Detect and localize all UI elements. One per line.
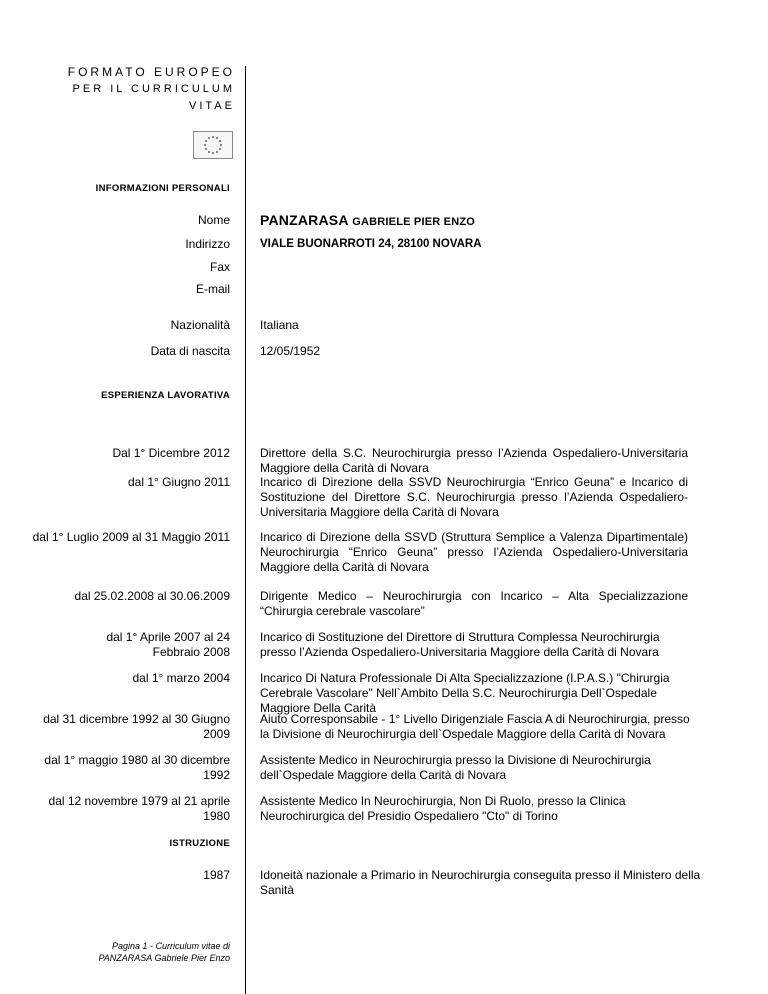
person-name [260, 213, 688, 230]
person-surname: PANZARASA [260, 212, 349, 228]
label-name: Nome [197, 213, 230, 227]
person-nationality: Italiana [260, 318, 299, 332]
label-address: Indirizzo [185, 237, 230, 251]
experience-text: Incarico di Sostituzione del Direttore di Struttura Complessa Neurochirurgia presso l’Azienda Ospedaliero-Universitaria Maggiore della Carità di Novara [260, 630, 660, 659]
experience-date: Dal 1° Dicembre 2012 [112, 446, 230, 460]
experience-date: dal 1° marzo 2004 [132, 671, 230, 685]
section-education: ISTRUZIONE [169, 838, 230, 849]
cv-title-line2: PER IL CURRICULUM [72, 83, 235, 95]
label-nationality: Nazionalità [170, 318, 230, 332]
experience-text: Dirigente Medico – Neurochirurgia con Incarico – Alta Specializzazione “Chirurgia cerebrale vascolare” [260, 589, 688, 618]
footer-line1: Pagina 1 - Curriculum vitae di [111, 941, 230, 951]
person-address: VIALE BUONARROTI 24, 28100 NOVARA [260, 238, 482, 250]
experience-date: dal 25.02.2008 al 30.06.2009 [74, 589, 230, 603]
label-email: E-mail [195, 282, 230, 296]
experience-text: Assistente Medico in Neurochirurgia presso la Divisione di Neurochirurgia dell`Ospedale Maggiore della Carità di Novara [260, 753, 651, 782]
experience-text: Aiuto Corresponsabile - 1° Livello Dirigenziale Fascia A di Neurochirurgia, presso la Divisione di Neurochirurgia dell`Ospedale Maggiore della Carità di Novara [260, 712, 690, 741]
experience-date: dal 1° Giugno 2011 [128, 475, 230, 489]
experience-text: Incarico di Direzione della SSVD (Struttura Semplice a Valenza Dipartimentale) Neurochirurgia “Enrico Geuna” presso l’Azienda Ospedaliero-Universitaria Maggiore della Carità di Novara [260, 530, 688, 574]
education-date: 1987 [203, 868, 230, 882]
experience-text: Incarico Di Natura Professionale Di Alta Specializzazione (I.P.A.S.) "Chirurgia Cerebrale Vascolare" Nell`Ambito Della S.C. Neurochirurgia Dell`Ospedale Maggiore Della Carità [260, 671, 670, 715]
cv-title-line1: FORMATO EUROPEO [67, 65, 235, 79]
education-text: Idoneità nazionale a Primario in Neurochirurgia conseguita presso il Ministero della Sanità [260, 868, 701, 897]
experience-date: dal 1° Aprile 2007 al 24 Febbraio 2008 [106, 630, 230, 659]
experience-date: dal 1° Luglio 2009 al 31 Maggio 2011 [32, 530, 230, 544]
cv-title-line3: VITAE [189, 100, 235, 112]
experience-date: dal 1° maggio 1980 al 30 dicembre 1992 [44, 753, 230, 782]
section-personal-info: INFORMAZIONI PERSONALI [95, 183, 230, 194]
experience-text: Assistente Medico In Neurochirurgia, Non Di Ruolo, presso la Clinica Neurochirurgica del Presidio Ospedaliero "Cto" di Torino [260, 794, 626, 823]
person-birth-date: 12/05/1952 [260, 344, 321, 358]
footer-line2: PANZARASA Gabriele Pier Enzo [98, 953, 230, 963]
cv-title [5, 64, 235, 115]
experience-text: Direttore della S.C. Neurochirurgia presso l’Azienda Ospedaliero-Universitaria Maggiore della Carità di Novara [260, 446, 688, 475]
section-work-experience: ESPERIENZA LAVORATIVA [101, 390, 230, 401]
experience-date: dal 31 dicembre 1992 al 30 Giugno 2009 [43, 712, 230, 741]
person-firstname: GABRIELE PIER ENZO [352, 216, 476, 228]
page-footer [98, 940, 230, 964]
column-divider [245, 66, 246, 994]
label-fax: Fax [209, 260, 230, 274]
label-birth-date: Data di nascita [150, 344, 230, 358]
experience-text: Incarico di Direzione della SSVD Neurochirurgia “Enrico Geuna” e Incarico di Sostituzione del Direttore S.C. Neurochirurgia presso l’Azienda Ospedaliero-Universitaria Maggiore della Carità di Novara [260, 475, 688, 519]
eu-flag-icon [193, 131, 233, 159]
experience-date: dal 12 novembre 1979 al 21 aprile 1980 [48, 794, 230, 823]
